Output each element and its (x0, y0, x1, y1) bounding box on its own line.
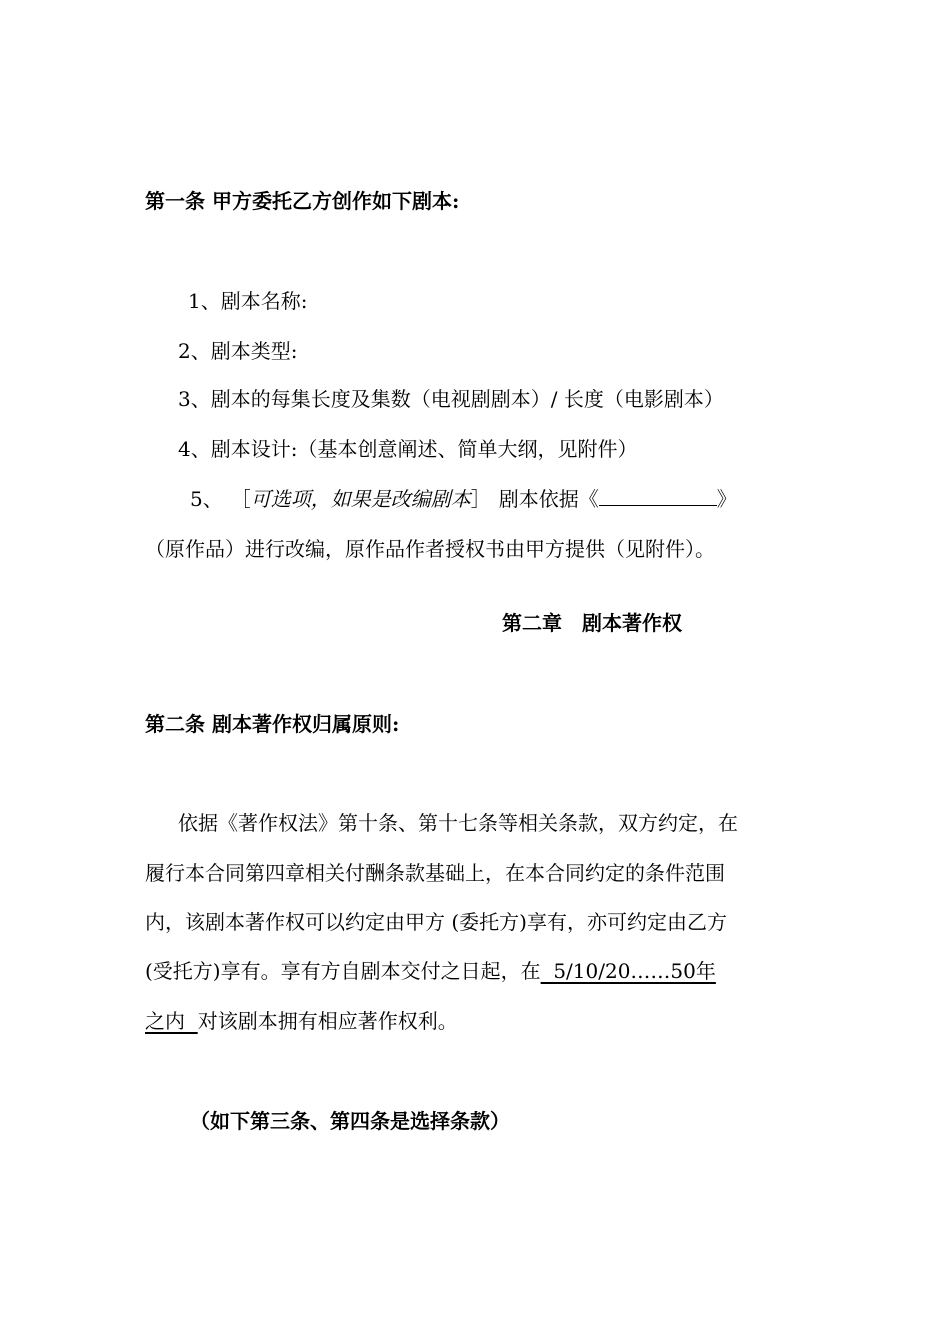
article2-heading: 第二条 剧本著作权归属原则: (145, 712, 400, 736)
article2-para-line-1: 依据《著作权法》第十条、第十七条等相关条款，双方约定，在 (178, 811, 738, 835)
item5-number: 5、 (190, 487, 223, 511)
article2-para-line-4 (145, 958, 716, 984)
item5-bracket-close: ］ (470, 487, 491, 511)
article1-item-5-continuation: （原作品）进行改编，原作品作者授权书由甲方提供（见附件）。 (145, 537, 715, 561)
copyright-term-years: 5/10/20……50年 (540, 959, 716, 983)
item5-bracket-open: ［ (230, 487, 251, 511)
article2-para-line-2: 履行本合同第四章相关付酬条款基础上，在本合同约定的条件范围 (145, 861, 725, 885)
article2-para-line-5 (145, 1008, 458, 1034)
article1-item-3: 3、剧本的每集长度及集数（电视剧剧本）/ 长度（电影剧本） (178, 387, 724, 411)
item5-optional-note: 可选项，如果是改编剧本 (250, 487, 471, 511)
item5-text-after: 》 (716, 487, 737, 511)
article1-item-5 (190, 486, 737, 512)
para-line-4-text: (受托方)享有。享有方自剧本交付之日起，在 (145, 959, 541, 983)
copyright-term-within: 之内 (145, 1009, 198, 1033)
article1-item-2: 2、剧本类型: (178, 339, 298, 363)
item5-text-before: 剧本依据《 (498, 487, 599, 511)
article1-item-4: 4、剧本设计:（基本创意阐述、简单大纲，见附件） (178, 437, 638, 461)
article1-heading: 第一条 甲方委托乙方创作如下剧本: (145, 189, 460, 213)
article2-para-line-3: 内，该剧本著作权可以约定由甲方 (委托方)享有，亦可约定由乙方 (145, 910, 727, 934)
optional-clauses-note: （如下第三条、第四条是选择条款） (190, 1109, 510, 1133)
para-line-5-text: 对该剧本拥有相应著作权利。 (197, 1009, 458, 1033)
chapter2-title: 第二章 剧本著作权 (502, 611, 682, 635)
item5-blank-line (599, 487, 717, 506)
article1-item-1: 1、剧本名称: (188, 289, 308, 313)
